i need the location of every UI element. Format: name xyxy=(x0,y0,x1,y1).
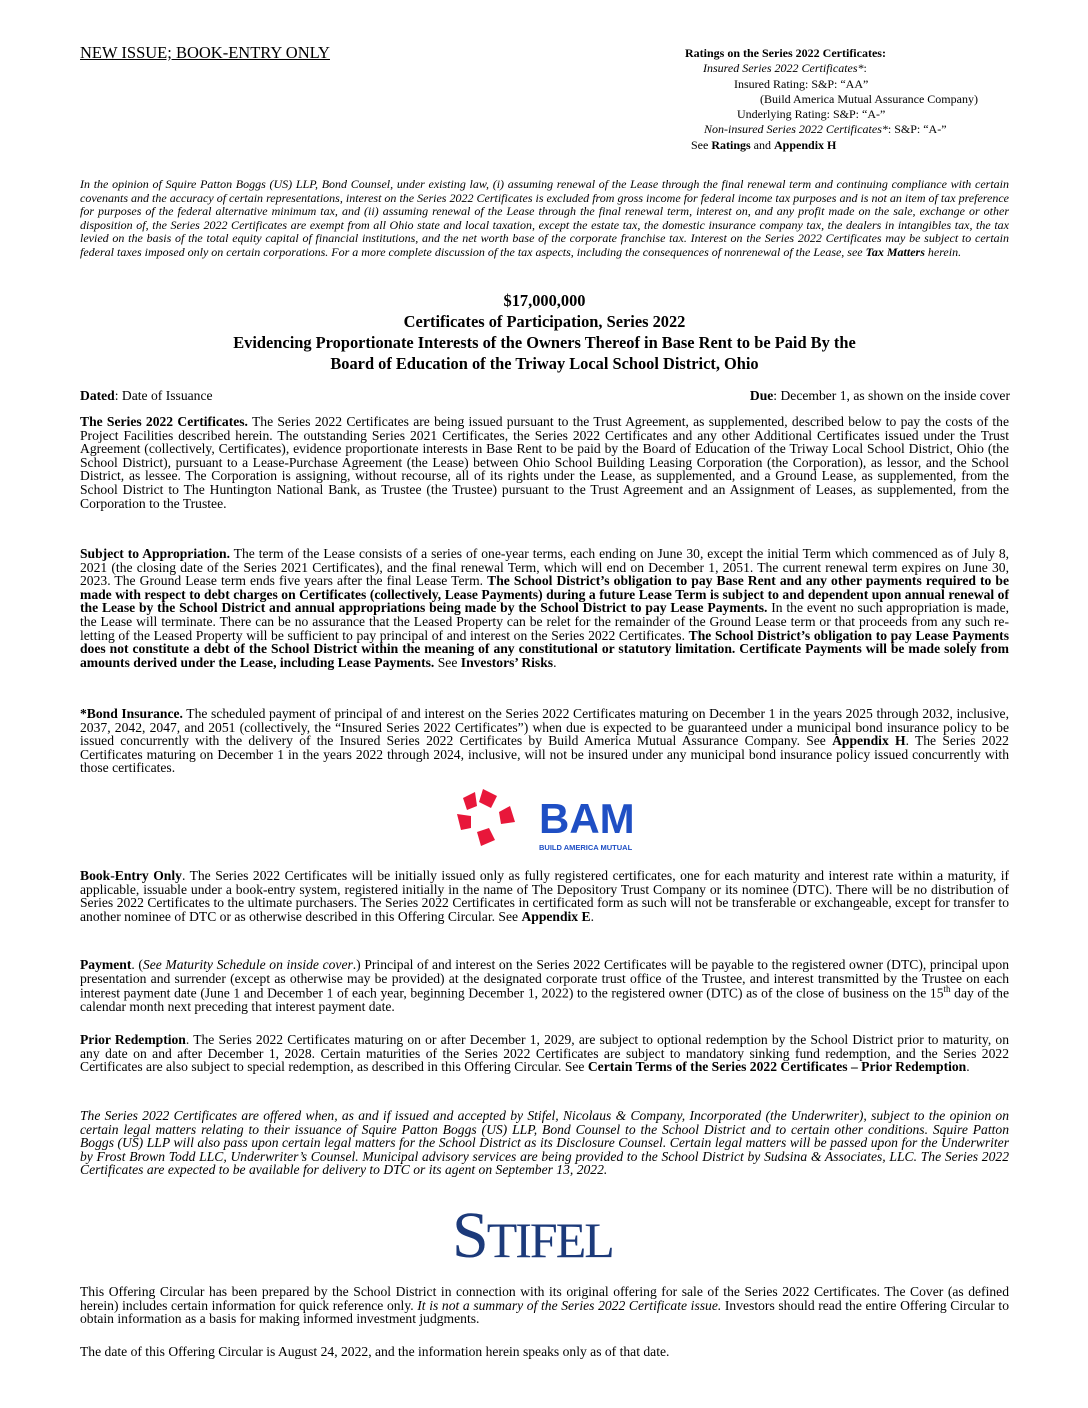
payment-sup: th xyxy=(943,984,951,995)
circular-text2: Investors should read the entire Offering Circular to obtain information as a basis for making informed investment judgments. xyxy=(80,1297,1009,1327)
circular-italic: It is not a summary of the Series 2022 Certificate issue. xyxy=(417,1297,722,1313)
issue-title xyxy=(80,290,1009,374)
insured-rating: Insured Rating: S&P: “AA” xyxy=(734,76,869,91)
appropriation-text2: In the event no such appropriation is made, the Lease will terminate. There can be no assurance that the Leased Property can be relet for the remainder of the Ground Lease term or that proceeds from any such re-letting of the Leased Property will be sufficient to pay principal of and interest on the Series 2022 Certificates. xyxy=(80,600,1010,643)
bam-tagline: BUILD AMERICA MUTUAL xyxy=(539,843,633,852)
appropriation-bold2: The School District’s obligation to pay Lease Payments does not constitute a debt of the School District within the meaning of any constitutional or statutory limitation. Certificate Payments will be made solely from amounts derived under the Lease, including Lease Payments. xyxy=(80,627,1009,670)
tax-matters-link[interactable]: Tax Matters xyxy=(865,244,925,259)
series-paragraph xyxy=(80,415,1009,510)
insurer-name: (Build America Mutual Assurance Company) xyxy=(760,91,978,106)
circular-paragraph xyxy=(80,1285,1009,1326)
issue-title-line1: Certificates of Participation, Series 2022 xyxy=(403,312,686,331)
offering-paragraph: The Series 2022 Certificates are offered when, as and if issued and accepted by Stifel, Nicolaus & Company, Incorporated (the Underwriter), subject to the opinion on certain legal matters relating to their issuance of Squire Patton Boggs (US) LLP, Bond Counsel to the School District and to certain other conditions. Squire Patton Boggs (US) LLP will also pass upon certain legal matters for the School District as its Disclosure Counsel. Certain legal matters will be passed upon for the Underwriter by Frost Brown Todd LLC, Underwriter’s Counsel. Municipal advisory services are being provided to the School District by Sudsina & Associates, LLC. The Series 2022 Certificates are expected to be available for delivery to DTC or its agent on September 13, 2022. xyxy=(80,1108,1009,1178)
bam-word: BAM xyxy=(539,795,635,842)
redemption-text: . The Series 2022 Certificates maturing on or after December 1, 2029, are subject to optional redemption by the School District prior to maturity, on any date on and after December 1, 2028. Certain maturities of the Series 2022 Certificates are subject to mandatory sinking fund redemption, and the Series 2022 Certificates are also subject to special redemption, as described in this Offering Circular. See xyxy=(80,1032,1010,1075)
redemption-paragraph xyxy=(80,1033,1009,1074)
payment-text1: .) Principal of and interest on the Series 2022 Certificates will be payable to the registered owner (DTC), principal upon presentation and surrender (except as otherwise may be provided) at the designated corporate trust office of the Trustee, and interest transmitted by the Trustee on each interest payment date (June 1 and December 1 of each year, beginning December 1, 2022) to the registered owner (DTC) as of the close of business on the 15 xyxy=(80,957,1009,1001)
payment-text2: day of the calendar month next preceding that interest payment date. xyxy=(80,985,1009,1015)
prior-redemption-link[interactable]: Certain Terms of the Series 2022 Certificates – Prior Redemption xyxy=(587,1059,967,1075)
insurance-paragraph xyxy=(80,707,1009,775)
appropriation-paragraph xyxy=(80,547,1009,669)
due-value: : December 1, as shown on the inside cover xyxy=(773,388,1010,403)
book-entry-end: . xyxy=(590,908,594,924)
appendix-e-link[interactable]: Appendix E xyxy=(521,908,591,924)
appendix-h-link[interactable]: Appendix H xyxy=(832,733,906,749)
insurance-text2: . The Series 2022 Certificates maturing on December 1 in the years 2022 through 2024, inclusive, will not be insured under any municipal bond insurance policy issued concurrently with those certificates. xyxy=(80,733,1009,776)
stifel-logo-initial: S xyxy=(452,1199,487,1272)
maturity-schedule-ref: See Maturity Schedule on inside cover xyxy=(142,957,353,972)
payment-paragraph xyxy=(80,958,1009,1014)
issue-amount: $17,000,000 xyxy=(503,291,586,310)
insurance-text1: The scheduled payment of principal of and interest on the Series 2022 Certificates maturing on December 1 in the years 2025 through 2032, inclusive, 2037, 2042, 2047, and 2051 (collectively, the “Insured Series 2022 Certificates”) when due is expected to be guaranteed under a municipal bond insurance policy to be issued concurrently with the delivery of the Insured Series 2022 Certificates by Build America Mutual Assurance Company. See xyxy=(80,706,1009,749)
due-line xyxy=(750,388,1010,404)
circular-date-line: The date of this Offering Circular is August 24, 2022, and the information herein speaks only as of that date. xyxy=(80,1344,670,1359)
appropriation-text1: The term of the Lease consists of a series of one-year terms, each ending on June 30, except the initial Term which commenced as of July 8, 2021 (the closing date of the Series 2021 Certificates), and the final renewal Term, which will end on December 1, 2051. The current renewal term expires on June 30, 2023. The Ground Lease term ends five years after the final Lease Term. xyxy=(80,546,1010,589)
ratings-title: Ratings on the Series 2022 Certificates: xyxy=(685,46,886,60)
stifel-logo xyxy=(452,1199,613,1272)
see-ratings-link[interactable]: Ratings xyxy=(711,137,751,152)
redemption-end: . xyxy=(966,1059,970,1075)
issue-title-line3: Board of Education of the Triway Local School District, Ohio xyxy=(330,354,759,373)
redemption-heading: Prior Redemption xyxy=(80,1032,186,1047)
appropriation-bold1: The School District’s obligation to pay Base Rent and any other payments required to be made with respect to debt charges on Certificates (collectively, Lease Payments) during a future Lease Term is subject to and dependent upon annual renewal of the Lease by the School District and annual appropriations being made by the School District to pay Lease Payments. xyxy=(80,573,1009,616)
book-entry-text: . The Series 2022 Certificates will be initially issued only as fully registered certificates, one for each maturity and interest rate within a maturity, if applicable, issuable under a book-entry system, registered initially in the name of The Depository Trust Company or its nominee (DTC). There will be no distribution of Series 2022 Certificates to the ultimate purchasers. The Series 2022 Certificates in certificated form as such will not be transferable or exchangeable, except for transfer to another nominee of DTC or as otherwise described in this Offering Circular. See xyxy=(80,868,1010,924)
appropriation-heading: Subject to Appropriation. xyxy=(80,546,230,561)
investors-risks-link[interactable]: Investors’ Risks xyxy=(460,654,554,670)
dated-value: : Date of Issuance xyxy=(114,388,213,403)
issue-title-line2: Evidencing Proportionate Interests of the Owners Thereof in Base Rent to be Paid By the xyxy=(233,333,856,352)
insurance-heading: *Bond Insurance. xyxy=(80,706,183,721)
new-issue-label: NEW ISSUE; BOOK-ENTRY ONLY xyxy=(80,43,330,62)
book-entry-heading: Book-Entry Only xyxy=(80,868,182,883)
underlying-rating: Underlying Rating: S&P: “A-” xyxy=(737,107,886,122)
see-appendix-h-link[interactable]: Appendix H xyxy=(774,137,837,152)
series-heading: The Series 2022 Certificates. xyxy=(80,414,248,429)
ratings-block: Ratings on the Series 2022 Certificates: Insured Series 2022 Certificates*: Insured Rating: S&P: “AA” (Build America Mutual Assurance Company) Underlying Rating: S&P: “A-” Non-insured Series 2022 Certificates*: S&P: “A-” See Ratings and Appendix H xyxy=(680,46,1040,153)
bam-logo xyxy=(455,786,645,856)
dated-line xyxy=(80,388,213,404)
due-label: Due xyxy=(749,388,774,403)
appropriation-text3: See xyxy=(434,654,461,670)
payment-heading: Payment xyxy=(80,957,132,972)
circular-text1: This Offering Circular has been prepared by the School District in connection with its original offering for sale of the Series 2022 Certificates. The Cover (as defined herein) includes certain information for quick reference only. xyxy=(80,1284,1009,1313)
appropriation-end: . xyxy=(553,654,557,670)
tax-opinion-text: In the opinion of Squire Patton Boggs (US) LLP, Bond Counsel, under existing law, (i) assuming renewal of the Lease through the final renewal term and continuing compliance with certain covenants and the accuracy of certain representations, interest on the Series 2022 Certificates is excluded from gross income for federal income tax purposes and is not an item of tax preference for purposes of the federal alternative minimum tax, and (ii) assuming renewal of the Lease through the final renewal term, interest on, and any profit made on the sale, exchange or other disposition of, the Series 2022 Certificates are exempt from all Ohio state and local taxation, except the estate tax, the domestic insurance company tax, the dealers in intangibles tax, the tax levied on the basis of the total equity capital of financial institutions, and the net worth base of the corporate franchise tax. Interest on the Series 2022 Certificates may be subject to certain federal taxes imposed only on certain corporations. For a more complete discussion of the tax aspects, including the consequences of nonrenewal of the Lease, see xyxy=(80,177,1009,259)
tax-opinion xyxy=(80,178,1009,260)
see-and: and xyxy=(750,137,774,152)
noninsured-label: Non-insured Series 2022 Certificates* xyxy=(704,122,888,137)
dated-label: Dated xyxy=(80,388,115,403)
tax-opinion-end: herein. xyxy=(924,244,962,259)
book-entry-paragraph xyxy=(80,869,1009,923)
noninsured-rating: : S&P: “A-” xyxy=(887,122,947,137)
stifel-logo-rest: TIFEL xyxy=(486,1212,613,1268)
see-prefix: See xyxy=(691,137,712,152)
insured-label: Insured Series 2022 Certificates* xyxy=(703,61,864,76)
series-text: The Series 2022 Certificates are being issued pursuant to the Trust Agreement, as supplemented, described below to pay the costs of the Project Facilities described herein. The outstanding Series 2021 Certificates, the Series 2022 Certificates and any other Additional Certificates issued under the Trust Agreement (collectively, Certificates), evidence proportionate interests in Base Rent to be paid by the Board of Education of the Triway Local School District, Ohio (the School District), pursuant to a Lease-Purchase Agreement (the Lease) between Ohio School Building Leasing Corporation (the Corporation), as lessor, and the School District, as lessee. The Corporation is assigning, without recourse, all of its rights under the Lease, as supplemented, and a Ground Lease, as supplemented, from the School District to The Huntington National Bank, as Trustee (the Trustee) pursuant to the Trust Agreement and an Assignment of Leases, as supplemented, from the Corporation to the Trustee. xyxy=(80,414,1009,511)
payment-text0: . ( xyxy=(131,957,143,972)
bam-star-icon xyxy=(455,786,645,856)
